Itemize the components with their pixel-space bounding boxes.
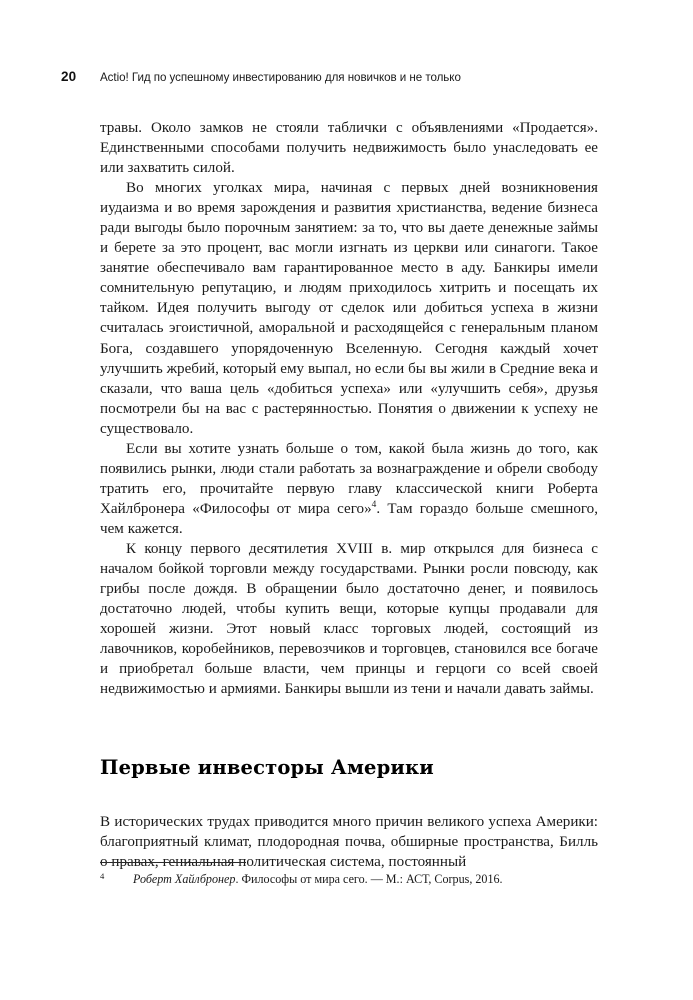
page-number: 20 bbox=[61, 69, 77, 84]
footnote-reference-4[interactable]: 4 bbox=[371, 499, 377, 510]
footnote-item bbox=[100, 871, 598, 887]
running-title: Actio! Гид по успешному инвестированию для новичков и не только bbox=[100, 71, 461, 84]
heading-spacer-below bbox=[100, 780, 598, 812]
paragraph-3-text-before-footnote: Если вы хотите узнать больше о том, какой была жизнь до того, как появились рынки, люди стали работать за вознаграждение и обрели свободу тратить его, прочитайте первую главу классической книги Роберта Хайлбронера «Философы от мира сего» bbox=[100, 440, 598, 517]
heading-spacer-above bbox=[100, 699, 598, 756]
footnote-separator-rule bbox=[100, 862, 246, 863]
footnote-area bbox=[100, 862, 598, 887]
paragraph-1: травы. Около замков не стояли таблички с объявлениями «Продается». Единственными способами получить недвижимость было унаследовать ее или захватить силой. bbox=[100, 120, 598, 177]
paragraph-2: Во многих уголках мира, начиная с первых дней возникновения иудаизма и во время зарождения и развития христианства, ведение бизнеса ради выгоды было порочным занятием: за то, что вы даете денежные займы и берете за это процент, вас могли изгнать из церкви или синагоги. Такое занятие обеспечивало вам гарантированное место в аду. Банкиры имели сомнительную репутацию, и людям приходилось хитрить и посещать их тайком. Идея получить выгоду от сделок или добиться успеха в жизни считалась эгоистичной, аморальной и расходящейся с генеральным планом Бога, создавшего упорядоченную Вселенную. Сегодня каждый хочет улучшить жребий, который ему выпал, но если бы вы жили в Средние века и сказали, что ваша цель «добиться успеха» или «улучшить себя», друзья посмотрели бы на вас с растерянностью. Понятия о движении к успеху не существовало. bbox=[100, 180, 598, 437]
paragraph-3-text-after-footnote: . Там гораздо больше смешного, чем кажется. bbox=[100, 500, 598, 537]
footnote-text: . Философы от мира сего. — М.: АСТ, Corpus, 2016. bbox=[235, 872, 503, 886]
section-paragraph: В исторических трудах приводится много причин великого успеха Америки: благоприятный климат, плодородная почва, обширные пространства, Билль о правах, гениальная политическая система, постоянный bbox=[100, 814, 598, 871]
footnote-author: Роберт Хайлбронер bbox=[133, 872, 236, 886]
text-column bbox=[100, 118, 598, 873]
paragraph-3 bbox=[100, 439, 598, 539]
paragraph-4: К концу первого десятилетия XVIII в. мир открылся для бизнеса с началом бойкой торговли между государствами. Рынки росли повсюду, как грибы после дождя. В обращении было достаточно денег, и появилось достаточно людей, чтобы купить вещи, которые купцы продавали для хорошей жизни. Этот новый класс торговых людей, состоящий из лавочников, коробейников, перевозчиков и торговцев, становился все богаче и приобретал больше власти, чем принцы и герцоги со всей своей недвижимостью и армиями. Банкиры вышли из тени и начали давать займы. bbox=[100, 540, 598, 698]
footnote-marker: 4 bbox=[100, 871, 105, 881]
section-heading: Первые инвесторы Америки bbox=[100, 756, 434, 780]
running-head bbox=[0, 68, 693, 90]
